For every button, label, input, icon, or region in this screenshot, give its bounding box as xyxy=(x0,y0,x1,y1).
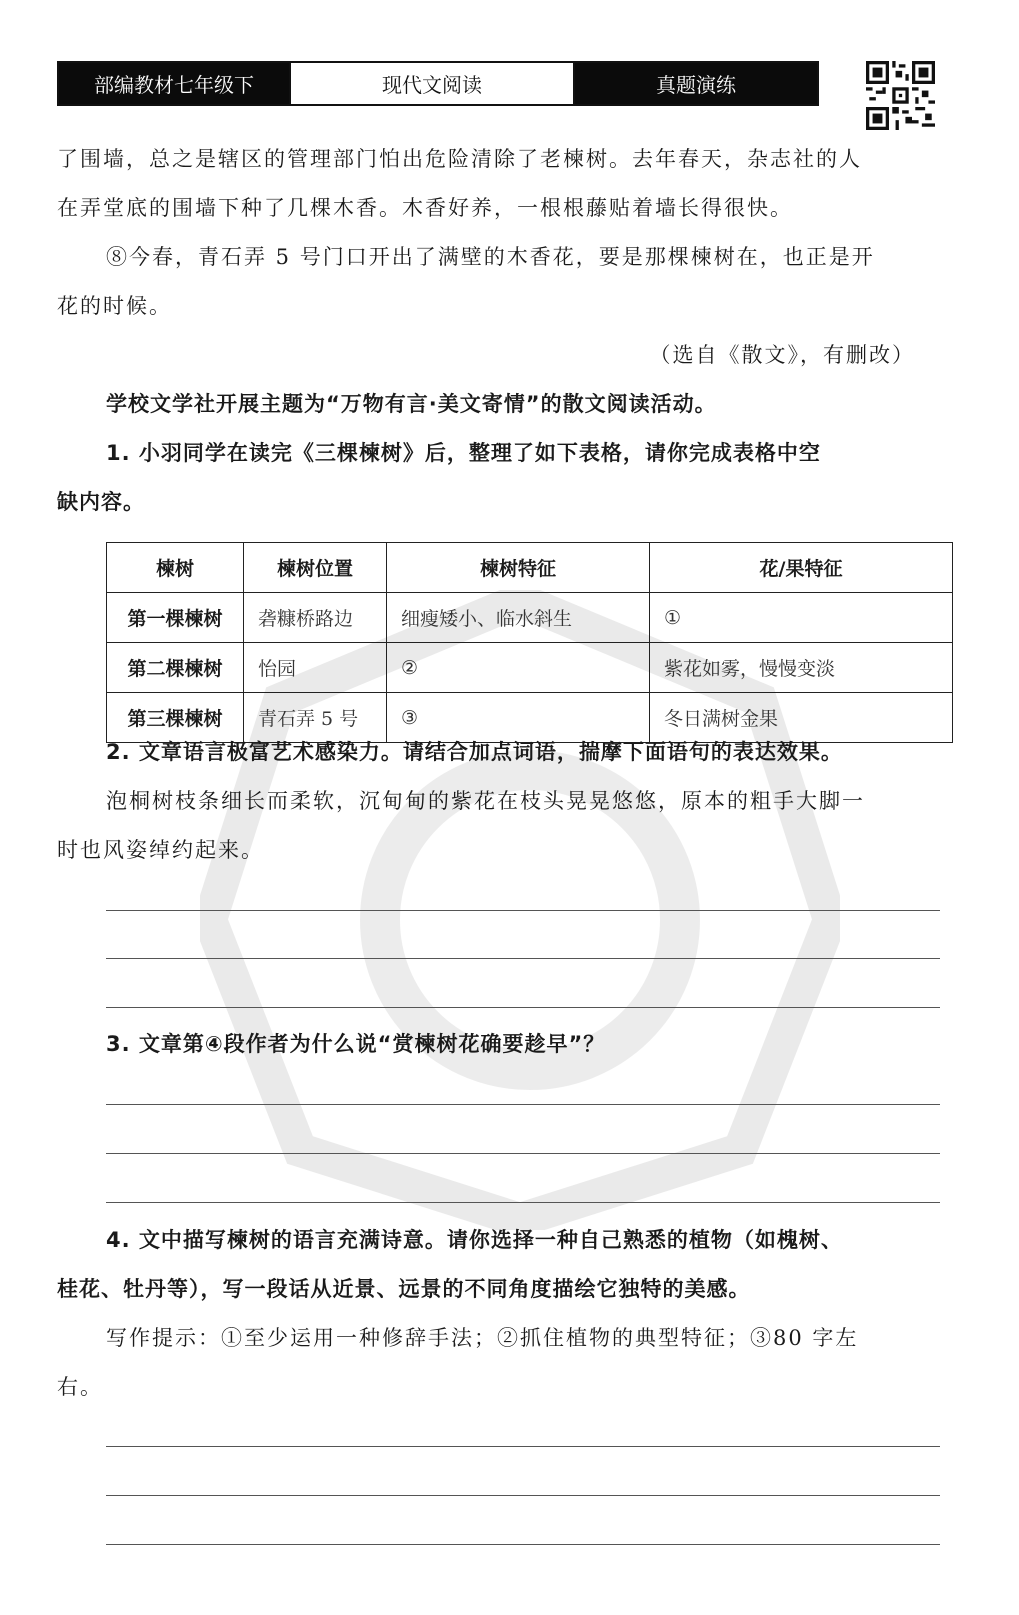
table-header: 楝树 xyxy=(107,543,244,593)
blank-cell[interactable]: ③ xyxy=(387,693,650,743)
table-header: 楝树位置 xyxy=(244,543,387,593)
table-row xyxy=(107,593,953,643)
question-3: 3. 文章第④段作者为什么说“赏楝树花确要趁早”？ xyxy=(106,1032,606,1056)
table-cell: 怡园 xyxy=(244,643,387,693)
answer-line[interactable] xyxy=(106,1202,940,1203)
table-row xyxy=(107,643,953,693)
table-cell: 青石弄 5 号 xyxy=(244,693,387,743)
table-cell: 第二棵楝树 xyxy=(107,643,244,693)
answer-line[interactable] xyxy=(106,958,940,959)
header-topic: 现代文阅读 xyxy=(289,63,575,104)
summary-table xyxy=(106,542,953,743)
writing-hint: 写作提示：①至少运用一种修辞手法；②抓住植物的典型特征；③80 字左 xyxy=(106,1326,859,1350)
table-header: 楝树特征 xyxy=(387,543,650,593)
answer-line[interactable] xyxy=(106,910,940,911)
passage-line: 在弄堂底的围墙下种了几棵木香。木香好养，一根根藤贴着墙长得很快。 xyxy=(57,196,793,220)
question-1-cont: 缺内容。 xyxy=(57,490,145,514)
blank-cell[interactable]: ② xyxy=(387,643,650,693)
writing-hint-cont: 右。 xyxy=(57,1375,103,1399)
table-cell: 冬日满树金果 xyxy=(650,693,953,743)
answer-line[interactable] xyxy=(106,1007,940,1008)
table-cell: 第一棵楝树 xyxy=(107,593,244,643)
table-header: 花/果特征 xyxy=(650,543,953,593)
passage-line: 了围墙，总之是辖区的管理部门怕出危险清除了老楝树。去年春天，杂志社的人 xyxy=(57,147,862,171)
table-cell: 第三棵楝树 xyxy=(107,693,244,743)
header-section: 真题演练 xyxy=(575,63,817,104)
activity-intro: 学校文学社开展主题为“万物有言·美文寄情”的散文阅读活动。 xyxy=(106,392,717,416)
table-row xyxy=(107,693,953,743)
page-header xyxy=(57,61,819,106)
question-2-quote: 泡桐树枝条细长而柔软，沉甸甸的紫花在枝头晃晃悠悠，原本的粗手大脚一 xyxy=(106,789,865,813)
question-2-quote-cont: 时也风姿绰约起来。 xyxy=(57,838,264,862)
table-cell: 紫花如雾，慢慢变淡 xyxy=(650,643,953,693)
question-4: 4. 文中描写楝树的语言充满诗意。请你选择一种自己熟悉的植物（如槐树、 xyxy=(106,1228,843,1252)
question-2: 2. 文章语言极富艺术感染力。请结合加点词语，揣摩下面语句的表达效果。 xyxy=(106,740,843,764)
table-cell: 砻糠桥路边 xyxy=(244,593,387,643)
answer-line[interactable] xyxy=(106,1446,940,1447)
question-1: 1. 小羽同学在读完《三棵楝树》后，整理了如下表格，请你完成表格中空 xyxy=(106,441,821,465)
table-header-row xyxy=(107,543,953,593)
answer-line[interactable] xyxy=(106,1495,940,1496)
blank-cell[interactable]: ① xyxy=(650,593,953,643)
passage-line: 花的时候。 xyxy=(57,294,172,318)
table-cell: 细瘦矮小、临水斜生 xyxy=(387,593,650,643)
answer-line[interactable] xyxy=(106,1544,940,1545)
answer-line[interactable] xyxy=(106,1153,940,1154)
question-4-cont: 桂花、牡丹等），写一段话从近景、远景的不同角度描绘它独特的美感。 xyxy=(57,1277,751,1301)
passage-paragraph-8: ⑧今春，青石弄 5 号门口开出了满壁的木香花，要是那棵楝树在，也正是开 xyxy=(106,245,875,269)
passage-source: （选自《散文》，有删改） xyxy=(649,343,915,367)
header-grade: 部编教材七年级下 xyxy=(59,63,289,104)
answer-line[interactable] xyxy=(106,1104,940,1105)
qr-code-icon xyxy=(866,61,935,130)
